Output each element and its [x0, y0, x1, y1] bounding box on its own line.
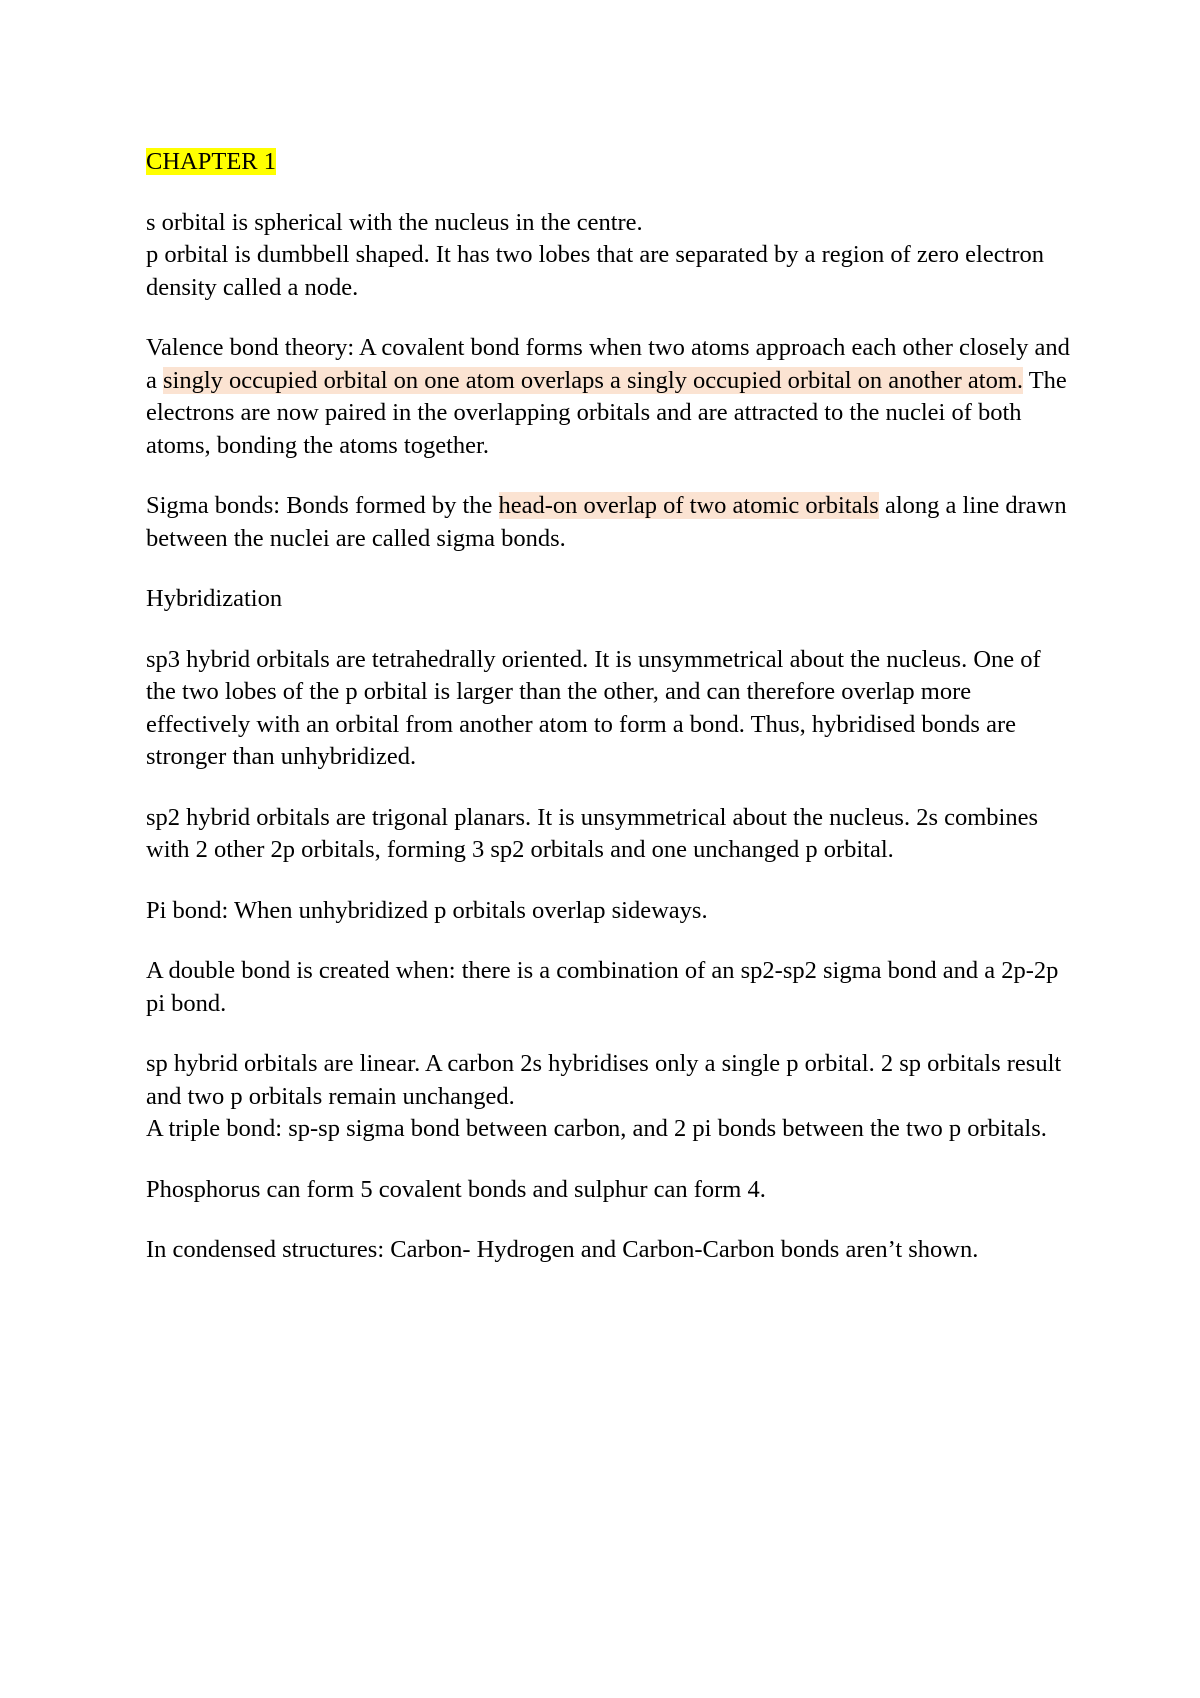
chapter-title: CHAPTER 1 — [146, 148, 277, 175]
document-page — [146, 146, 1076, 1295]
paragraph-sigma-bonds — [146, 490, 1076, 555]
valence-bond-highlight: singly occupied orbital on one atom overlaps a singly occupied orbital on another atom. — [163, 366, 1024, 394]
paragraph-sp3: sp3 hybrid orbitals are tetrahedrally oriented. It is unsymmetrical about the nucleus. One of the two lobes of the p orbital is larger than the other, and can therefore overlap more effectively with an orbital from another atom to form a bond. Thus, hybridised bonds are stronger than unhybridized. — [146, 645, 1041, 770]
valence-bond-text-after: The electrons are now paired in the overlapping orbitals and are attracted to the nuclei of both atoms, bonding the atoms together. — [146, 366, 1067, 459]
paragraph-sp2: sp2 hybrid orbitals are trigonal planars. It is unsymmetrical about the nucleus. 2s combines with 2 other 2p orbitals, forming 3 sp2 orbitals and one unchanged p orbital. — [146, 803, 1039, 863]
sigma-text-after: along a line drawn between the nuclei are called sigma bonds. — [146, 492, 1067, 552]
paragraph-orbitals — [146, 207, 1076, 305]
paragraph-hybridization-heading: Hybridization — [146, 585, 283, 612]
paragraph-valence-bond — [146, 332, 1076, 462]
sigma-text-before: Sigma bonds: Bonds formed by the — [146, 492, 499, 519]
s-orbital-line: s orbital is spherical with the nucleus in the centre. — [146, 208, 643, 236]
triple-bond-line: A triple bond: sp-sp sigma bond between carbon, and 2 pi bonds between the two p orbitals. — [146, 1115, 1047, 1142]
valence-bond-text-before: Valence bond theory: A covalent bond forms when two atoms approach each other closely and a — [146, 334, 1070, 394]
paragraph-phosphorus: Phosphorus can form 5 covalent bonds and sulphur can form 4. — [146, 1175, 766, 1203]
paragraph-double-bond: A double bond is created when: there is a combination of an sp2-sp2 sigma bond and a 2p-2p pi bond. — [146, 957, 1059, 1017]
chapter-heading — [146, 146, 1076, 179]
sp-orbitals-line: sp hybrid orbitals are linear. A carbon 2s hybridises only a single p orbital. 2 sp orbitals result and two p orbitals remain unchanged. — [146, 1050, 1062, 1110]
p-orbital-line: p orbital is dumbbell shaped. It has two lobes that are separated by a region of zero electron density called a node. — [146, 241, 1045, 301]
paragraph-sp-triple-bond — [146, 1048, 1076, 1146]
paragraph-condensed-structures: In condensed structures: Carbon- Hydrogen and Carbon-Carbon bonds aren’t shown. — [146, 1236, 979, 1263]
sigma-highlight: head-on overlap of two atomic orbitals — [498, 492, 879, 519]
paragraph-pi-bond: Pi bond: When unhybridized p orbitals overlap sideways. — [146, 896, 708, 924]
